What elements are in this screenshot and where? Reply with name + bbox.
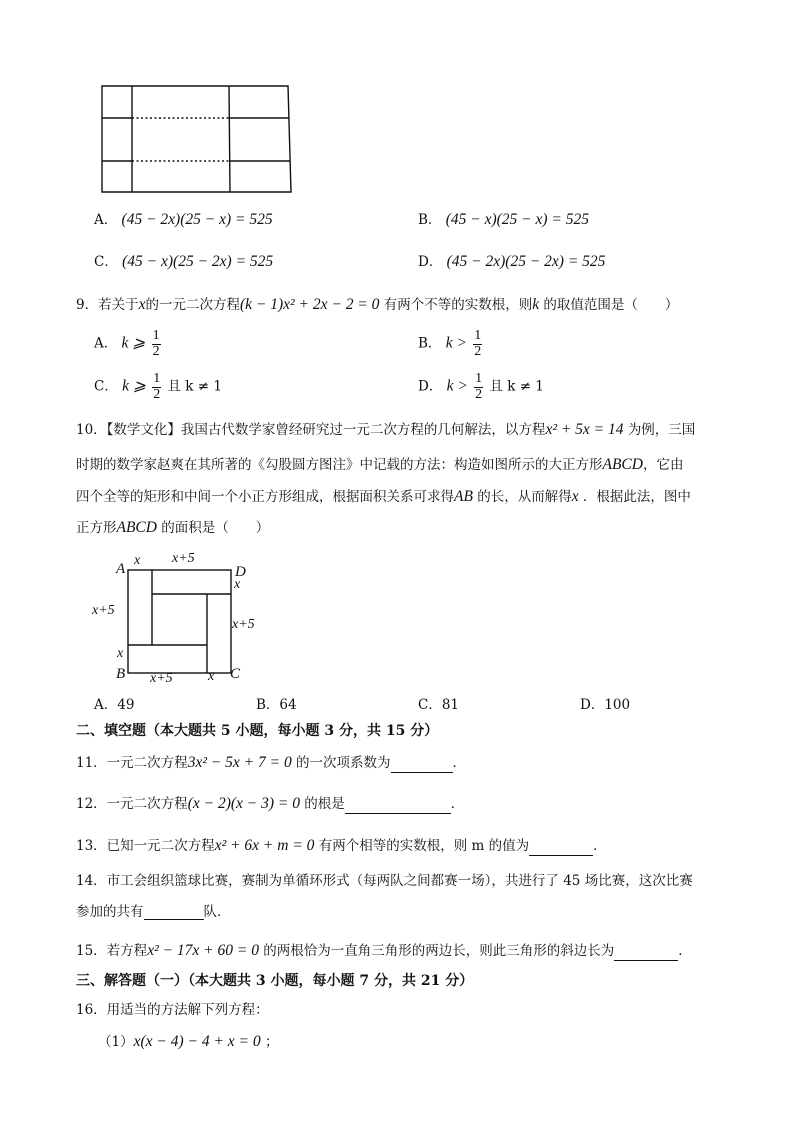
stem-text: ． bbox=[678, 943, 692, 959]
q8-option-a bbox=[94, 211, 273, 230]
denominator: 2 bbox=[152, 343, 160, 359]
stem-text: ． bbox=[593, 838, 607, 854]
q10-option-c: C．81 bbox=[418, 697, 460, 713]
denominator: 2 bbox=[474, 343, 482, 359]
q10-line1 bbox=[76, 421, 695, 440]
option-equation: (45 − x)(25 − 2x) = 525 bbox=[122, 253, 274, 270]
numerator: 1 bbox=[152, 328, 160, 343]
q11 bbox=[76, 754, 466, 773]
answer-blank[interactable] bbox=[529, 841, 593, 856]
section3-heading: 三、解答题（一）（本大题共 3 小题，每小题 7 分，共 21 分） bbox=[76, 973, 474, 989]
option-label: B． bbox=[418, 335, 442, 352]
q14-line1: 14．市工会组织篮球比赛，赛制为单循环形式（每两队之间都赛一场），共进行了 45 场比赛，这次比赛 bbox=[76, 873, 693, 889]
option-label: A． bbox=[94, 212, 118, 228]
numerator: 1 bbox=[153, 371, 161, 386]
fraction bbox=[474, 372, 483, 402]
math-equation: (x − 2)(x − 3) = 0 bbox=[187, 795, 300, 812]
option-expr: k > bbox=[446, 377, 468, 395]
denominator: 2 bbox=[475, 386, 483, 402]
q13 bbox=[76, 837, 607, 856]
stem-text: 参加的共有 bbox=[76, 904, 144, 920]
math-var: ABCD bbox=[602, 456, 643, 473]
stem-text: 有两个不等的实数根，则 bbox=[383, 297, 533, 313]
stem-text: 15．若方程 bbox=[76, 943, 148, 959]
top-x5-label: x+5 bbox=[172, 551, 195, 566]
stem-text: ； bbox=[264, 1034, 279, 1050]
stem-text: 的两根恰为一直角三角形的两边长，则此三角形的斜边长为 bbox=[263, 943, 615, 959]
stem-text: 13．已知一元二次方程 bbox=[76, 838, 215, 854]
stem-text: 的一次项系数为 bbox=[296, 755, 391, 771]
vertex-c-label: C bbox=[230, 666, 241, 682]
q10-option-b: B．64 bbox=[256, 697, 297, 713]
vertex-b-label: B bbox=[116, 666, 126, 682]
answer-blank[interactable] bbox=[144, 905, 204, 920]
bottom-x5-label: x+5 bbox=[150, 671, 173, 686]
q10-line3 bbox=[76, 488, 691, 507]
stem-text: 的取值范围是（ ） bbox=[543, 297, 679, 313]
math-var: k bbox=[532, 296, 540, 313]
vertex-d-label: D bbox=[235, 564, 246, 580]
stem-text: 的面积是（ ） bbox=[161, 520, 270, 536]
q8-figure bbox=[95, 80, 295, 198]
fraction bbox=[152, 329, 161, 359]
math-var: AB bbox=[454, 488, 473, 505]
fraction bbox=[473, 329, 482, 359]
math-equation: x² + 6x + m = 0 bbox=[214, 837, 315, 854]
right-x5-label: x+5 bbox=[232, 617, 255, 632]
q10-line4 bbox=[76, 519, 269, 538]
section2-heading: 二、填空题（本大题共 5 小题，每小题 3 分，共 15 分） bbox=[76, 723, 439, 739]
stem-text: 11．一元二次方程 bbox=[76, 755, 188, 771]
option-expr: k > bbox=[445, 334, 467, 352]
left-x5-label: x+5 bbox=[92, 603, 115, 618]
math-var: x bbox=[571, 488, 579, 505]
math-var: x bbox=[138, 296, 146, 313]
math-equation: (k − 1)x² + 2x − 2 = 0 bbox=[239, 296, 380, 313]
q10-line2 bbox=[76, 456, 683, 475]
option-label: D． bbox=[418, 378, 443, 395]
option-tail: 且 k ≠ 1 bbox=[489, 378, 544, 395]
numerator: 1 bbox=[475, 371, 483, 386]
top-x-label: x bbox=[134, 553, 141, 568]
option-label: C． bbox=[94, 378, 118, 395]
q9-option-d bbox=[418, 372, 544, 402]
q8-option-c bbox=[94, 253, 273, 272]
answer-blank[interactable] bbox=[614, 946, 678, 961]
stem-text: 的长，从而解得 bbox=[477, 489, 572, 505]
option-equation: (45 − x)(25 − x) = 525 bbox=[445, 211, 590, 228]
math-equation: x² + 5x = 14 bbox=[545, 421, 624, 438]
q8-option-b bbox=[418, 211, 589, 230]
denominator: 2 bbox=[153, 386, 161, 402]
stem-text: 有两个相等的实数根，则 m 的值为 bbox=[318, 838, 530, 854]
q10-figure bbox=[88, 548, 278, 688]
option-equation: (45 − 2x)(25 − 2x) = 525 bbox=[446, 253, 606, 270]
math-equation: 3x² − 5x + 7 = 0 bbox=[187, 754, 292, 771]
q16-stem: 16．用适当的方法解下列方程： bbox=[76, 1002, 269, 1018]
stem-text: 的根是 bbox=[304, 796, 345, 812]
stem-text: ，它由 bbox=[642, 457, 684, 473]
stem-text: 时期的数学家赵爽在其所著的《勾股圆方图注》中记载的方法：构造如图所示的大正方形 bbox=[76, 457, 603, 473]
q9-option-a bbox=[94, 329, 163, 359]
option-label: A． bbox=[94, 335, 118, 352]
right-x-label: x bbox=[234, 577, 241, 592]
stem-text: ．根据此法，图中 bbox=[582, 489, 691, 505]
fraction bbox=[152, 372, 161, 402]
option-equation: (45 − 2x)(25 − x) = 525 bbox=[121, 211, 273, 228]
q9-stem bbox=[76, 296, 678, 315]
stem-text: 10．【数学文化】我国古代数学家曾经研究过一元二次方程的几何解法，以方程 bbox=[76, 422, 546, 438]
stem-text: 9．若关于 bbox=[76, 297, 139, 313]
q12 bbox=[76, 795, 464, 814]
stem-text: 正方形 bbox=[76, 520, 117, 536]
q8-option-d bbox=[418, 253, 605, 272]
option-tail: 且 k ≠ 1 bbox=[167, 378, 222, 395]
option-label: B． bbox=[418, 212, 442, 228]
vertex-a-label: A bbox=[116, 561, 126, 577]
math-equation: x² − 17x + 60 = 0 bbox=[147, 942, 259, 959]
q9-option-b bbox=[418, 329, 484, 359]
q16-part1 bbox=[98, 1033, 278, 1052]
stem-text: 为例，三国 bbox=[627, 422, 696, 438]
answer-blank[interactable] bbox=[391, 758, 453, 773]
answer-blank[interactable] bbox=[345, 799, 451, 814]
stem-text: ． bbox=[452, 755, 467, 771]
stem-text: ． bbox=[450, 796, 465, 812]
option-label: C． bbox=[94, 254, 118, 270]
stem-text: 队． bbox=[203, 904, 231, 920]
part-label: （1） bbox=[98, 1034, 134, 1050]
q9-option-c bbox=[94, 372, 222, 402]
q15 bbox=[76, 942, 692, 961]
numerator: 1 bbox=[474, 328, 482, 343]
math-equation: x(x − 4) − 4 + x = 0 bbox=[133, 1033, 261, 1050]
bottom-x-label: x bbox=[208, 669, 215, 684]
math-var: ABCD bbox=[116, 519, 157, 536]
left-x-label: x bbox=[117, 646, 124, 661]
q10-option-a: A．49 bbox=[94, 697, 135, 713]
stem-text: 的一元二次方程 bbox=[145, 297, 240, 313]
q14-line2 bbox=[76, 904, 231, 920]
stem-text: 四个全等的矩形和中间一个小正方形组成，根据面积关系可求得 bbox=[76, 489, 454, 505]
option-label: D． bbox=[418, 254, 443, 270]
option-expr: k ⩾ bbox=[122, 377, 146, 395]
option-expr: k ⩾ bbox=[121, 334, 146, 352]
q10-option-d: D．100 bbox=[580, 697, 631, 713]
stem-text: 12．一元二次方程 bbox=[76, 796, 188, 812]
